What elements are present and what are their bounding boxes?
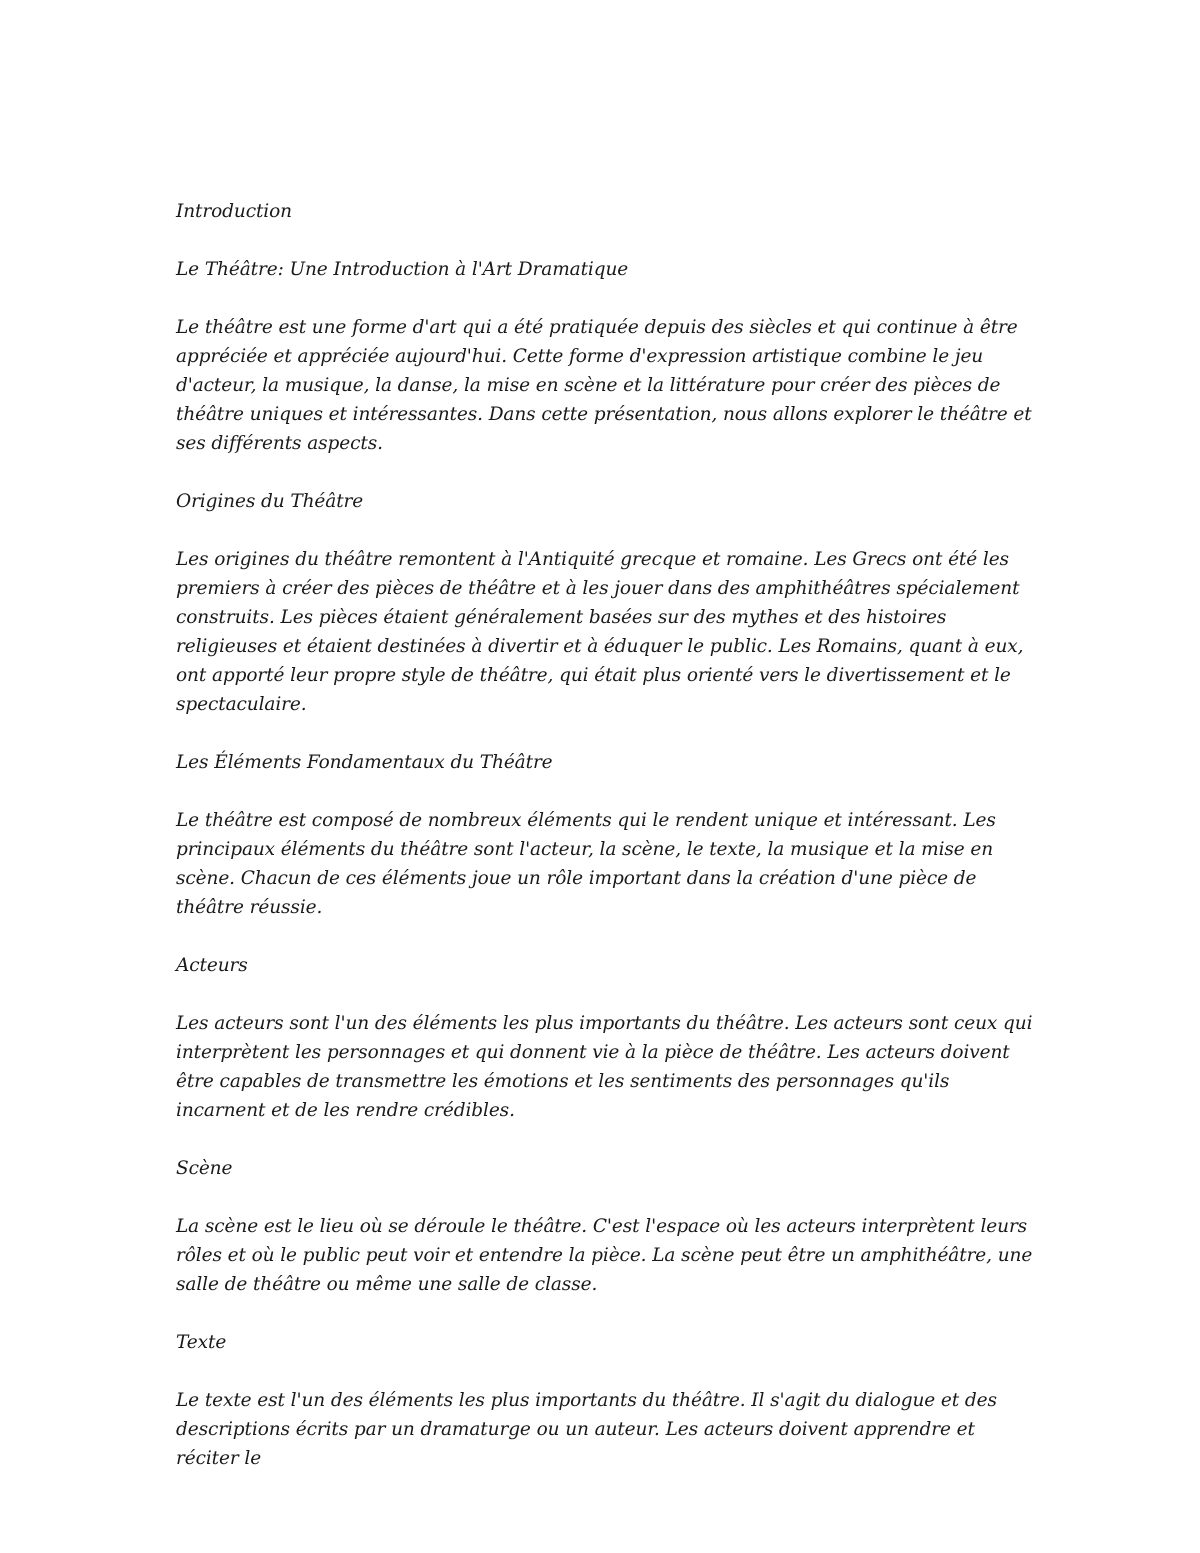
heading-texte: Texte: [176, 1332, 227, 1353]
paragraph-elements: Le théâtre est composé de nombreux éléments qui le rendent unique et intéressant. Les principaux éléments du théâtre sont l'acteur, la scène, le texte, la musique et la mise en scène. Chacun de ces éléments joue un rôle important dans la création d'une pièce de théâtre réussie.: [176, 810, 996, 918]
heading-elements: Les Éléments Fondamentaux du Théâtre: [176, 752, 553, 773]
heading-acteurs: Acteurs: [176, 955, 248, 976]
document-body: [176, 197, 1036, 1502]
paragraph-origines: Les origines du théâtre remontent à l'Antiquité grecque et romaine. Les Grecs ont été les premiers à créer des pièces de théâtre et à les jouer dans des amphithéâtres spécialement construits. Les pièces étaient généralement basées sur des mythes et des histoires religieuses et étaient destinées à divertir et à éduquer le public. Les Romains, quant à eux, ont apporté leur propre style de théâtre, qui était plus orienté vers le divertissement et le spectaculaire.: [176, 549, 1024, 715]
paragraph-texte: Le texte est l'un des éléments les plus importants du théâtre. Il s'agit du dialogue et des descriptions écrits par un dramaturge ou un auteur. Les acteurs doivent apprendre et réciter le: [176, 1390, 997, 1469]
paragraph-intro: Le théâtre est une forme d'art qui a été pratiquée depuis des siècles et qui continue à être appréciée et appréciée aujourd'hui. Cette forme d'expression artistique combine le jeu d'acteur, la musique, la danse, la mise en scène et la littérature pour créer des pièces de théâtre uniques et intéressantes. Dans cette présentation, nous allons explorer le théâtre et ses différents aspects.: [176, 317, 1032, 454]
paragraph-scene: La scène est le lieu où se déroule le théâtre. C'est l'espace où les acteurs interprètent leurs rôles et où le public peut voir et entendre la pièce. La scène peut être un amphithéâtre, une salle de théâtre ou même une salle de classe.: [176, 1216, 1033, 1295]
heading-scene: Scène: [176, 1158, 233, 1179]
heading-origines: Origines du Théâtre: [176, 491, 364, 512]
heading-title: Le Théâtre: Une Introduction à l'Art Dramatique: [176, 259, 629, 280]
heading-introduction: Introduction: [176, 201, 292, 222]
paragraph-acteurs: Les acteurs sont l'un des éléments les plus importants du théâtre. Les acteurs sont ceux qui interprètent les personnages et qui donnent vie à la pièce de théâtre. Les acteurs doivent être capables de transmettre les émotions et les sentiments des personnages qu'ils incarnent et de les rendre crédibles.: [176, 1013, 1033, 1121]
